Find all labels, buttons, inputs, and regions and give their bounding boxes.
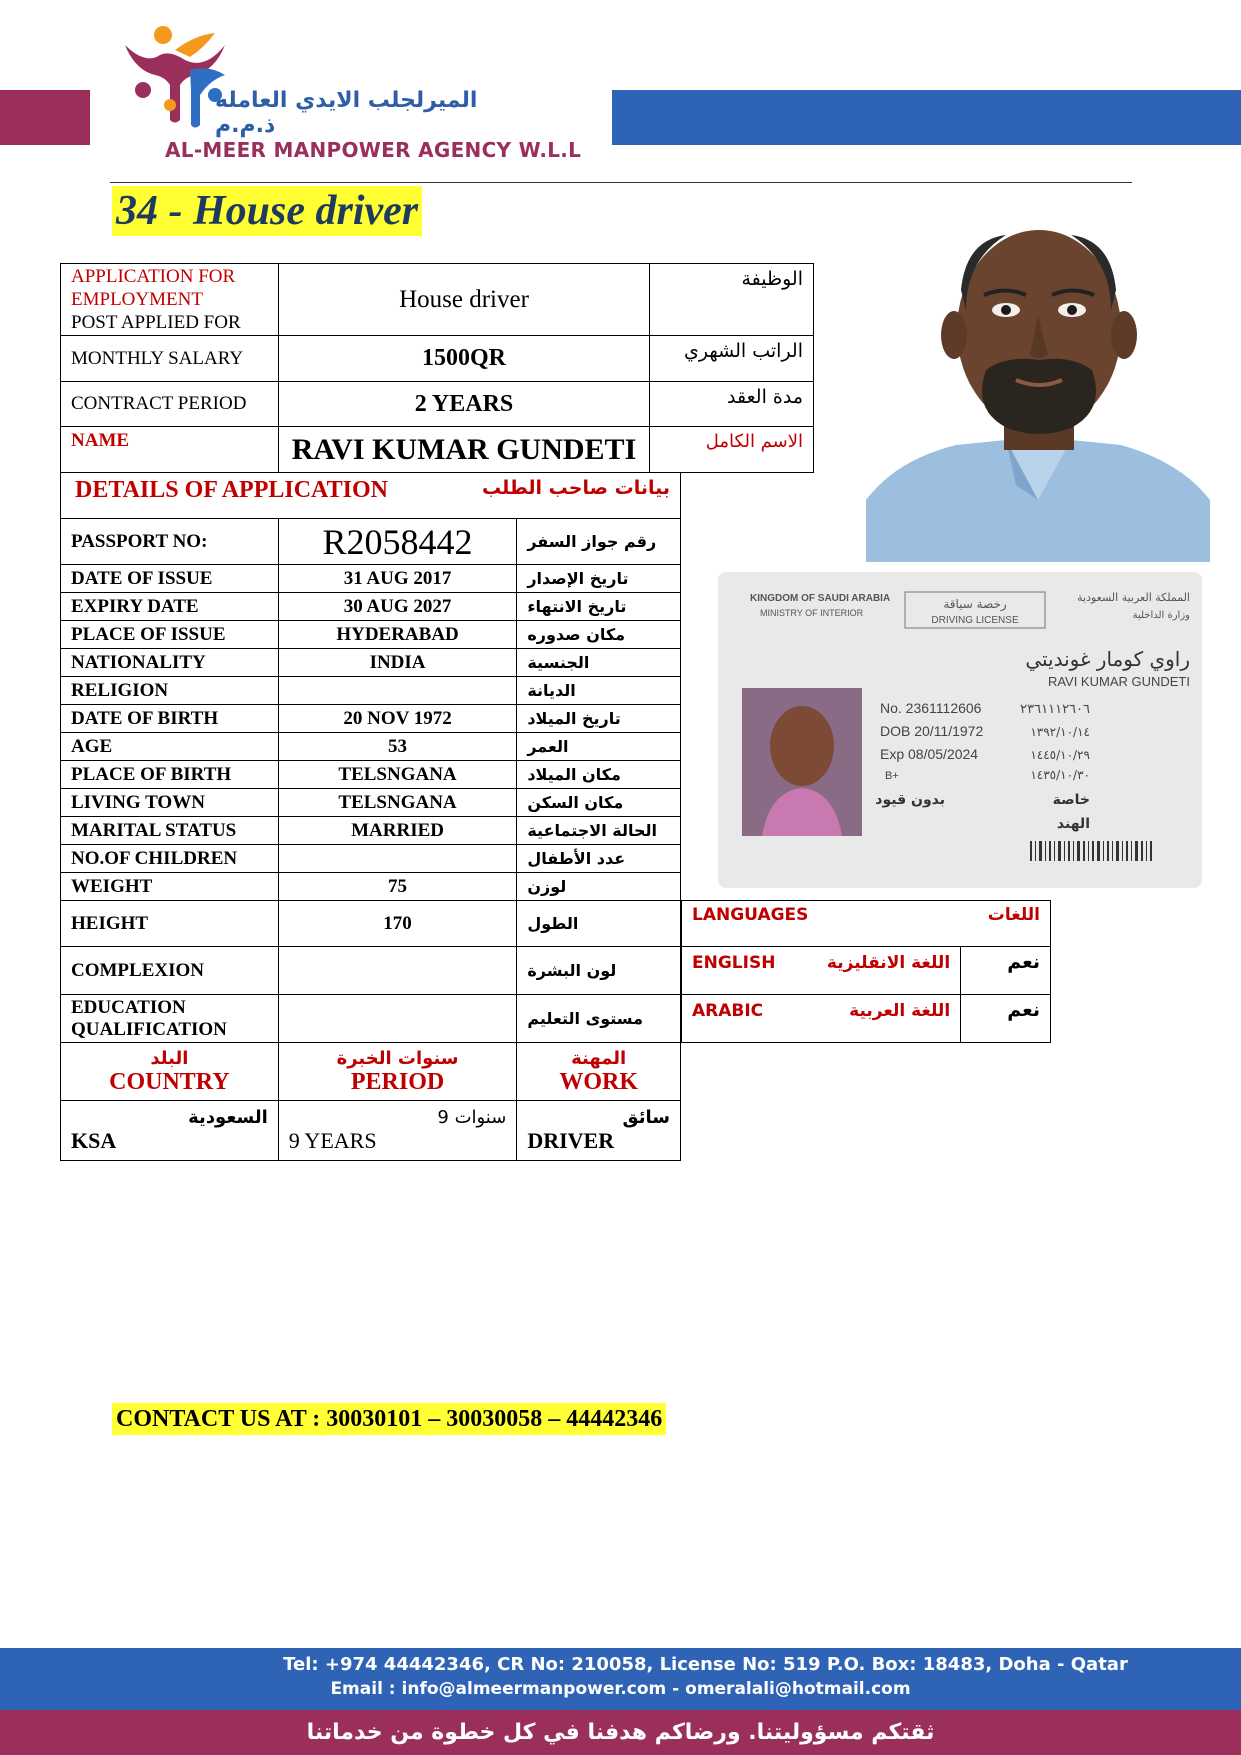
job-table	[60, 263, 814, 473]
work-header-english: WORK	[559, 1068, 638, 1095]
table-row	[61, 733, 681, 761]
row-label-arabic: العمر	[517, 733, 681, 761]
license-nationality-arabic: الهند	[1056, 816, 1090, 832]
education-label-line-1: EDUCATION	[71, 996, 186, 1018]
table-row	[61, 705, 681, 733]
contract-label-arabic: مدة العقد	[650, 382, 814, 427]
salary-label: MONTHLY SALARY	[61, 336, 279, 382]
language-name-english: ARABIC	[692, 1001, 764, 1021]
table-row	[61, 677, 681, 705]
experience-period	[278, 1101, 517, 1161]
row-label: AGE	[61, 733, 279, 761]
experience-work-english: DRIVER	[527, 1128, 615, 1153]
details-table	[60, 472, 681, 1161]
row-value: 31 AUG 2017	[278, 565, 517, 593]
post-label-line-1: APPLICATION FOR	[71, 266, 236, 287]
table-row	[61, 901, 681, 947]
driving-license-image	[710, 566, 1210, 896]
table-row	[682, 947, 1051, 995]
row-label-arabic: مكان صدوره	[517, 621, 681, 649]
license-ministry: MINISTRY OF INTERIOR	[760, 608, 864, 618]
row-label: NO.OF CHILDREN	[61, 845, 279, 873]
row-label-arabic: لون البشرة	[517, 947, 681, 995]
license-number: No. 2361112606	[880, 700, 982, 716]
license-blood-group: B+	[885, 770, 899, 782]
table-row	[61, 621, 681, 649]
license-number-arabic: ٢٣٦١١١٢٦٠٦	[1020, 702, 1090, 717]
languages-heading-english: LANGUAGES	[692, 905, 809, 925]
table-row	[61, 427, 814, 473]
row-value: INDIA	[278, 649, 517, 677]
table-row	[61, 264, 814, 336]
passport-label-arabic: رقم جواز السفر	[517, 519, 681, 565]
name-value: RAVI KUMAR GUNDETI	[278, 427, 649, 473]
row-value	[278, 947, 517, 995]
table-row	[61, 947, 681, 995]
languages-table	[681, 900, 1051, 1043]
row-label-arabic: تاريخ الميلاد	[517, 705, 681, 733]
row-label-arabic: عدد الأطفال	[517, 845, 681, 873]
language-english-value: نعم	[961, 947, 1051, 995]
row-label-arabic: الطول	[517, 901, 681, 947]
experience-work	[517, 1101, 681, 1161]
table-row	[61, 845, 681, 873]
table-row	[61, 1043, 681, 1101]
education-label	[61, 995, 279, 1043]
license-country-arabic: المملكة العربية السعودية	[1077, 591, 1190, 604]
contact-line: CONTACT US AT : 30030101 – 30030058 – 44442346	[112, 1403, 666, 1435]
table-row	[61, 789, 681, 817]
table-row	[61, 649, 681, 677]
row-value: TELSNGANA	[278, 789, 517, 817]
row-value: 20 NOV 1972	[278, 705, 517, 733]
name-label-arabic: الاسم الكامل	[650, 427, 814, 473]
country-header	[61, 1043, 279, 1101]
license-class-arabic: خاصة	[1052, 792, 1090, 808]
education-value	[278, 995, 517, 1043]
row-label-arabic: الديانة	[517, 677, 681, 705]
languages-heading	[682, 901, 1051, 947]
experience-country-arabic: السعودية	[188, 1107, 268, 1128]
license-name-arabic: راوي كومار غونديتي	[1025, 647, 1190, 671]
table-row	[61, 593, 681, 621]
post-label-line-3: POST APPLIED FOR	[71, 312, 241, 333]
row-label-arabic: الحالة الاجتماعية	[517, 817, 681, 845]
header-left-bar	[0, 90, 90, 145]
row-label: RELIGION	[61, 677, 279, 705]
languages-heading-arabic: اللغات	[987, 905, 1040, 925]
contract-label: CONTRACT PERIOD	[61, 382, 279, 427]
work-header	[517, 1043, 681, 1101]
row-label: HEIGHT	[61, 901, 279, 947]
row-value: 53	[278, 733, 517, 761]
row-label: PLACE OF ISSUE	[61, 621, 279, 649]
row-label: WEIGHT	[61, 873, 279, 901]
experience-country-english: KSA	[71, 1128, 117, 1153]
details-heading	[61, 473, 681, 519]
row-value: HYDERABAD	[278, 621, 517, 649]
row-value: MARRIED	[278, 817, 517, 845]
experience-country	[61, 1101, 279, 1161]
experience-period-arabic: 9 سنوات	[437, 1107, 507, 1128]
table-row	[61, 1101, 681, 1161]
language-english	[682, 947, 961, 995]
company-name-arabic: الميرلجلب الايدي العامله ذ.م.م	[215, 88, 478, 138]
language-name-arabic: اللغة الانقليزية	[826, 953, 951, 973]
row-label: PLACE OF BIRTH	[61, 761, 279, 789]
license-expiry-arabic: ١٤٤٥/١٠/٢٩	[1030, 748, 1090, 762]
footer-slogan: ثقتكم مسؤوليتنا. ورضاكم هدفنا في كل خطوة من خدماتنا	[0, 1710, 1241, 1755]
footer-address: Tel: +974 44442346, CR No: 210058, License No: 519 P.O. Box: 18483, Doha - Qatar	[283, 1654, 1128, 1675]
row-label-arabic: الجنسية	[517, 649, 681, 677]
row-value: 170	[278, 901, 517, 947]
header-right-bar	[612, 90, 1241, 145]
table-row	[682, 995, 1051, 1043]
education-label-line-2: QUALIFICATION	[71, 1018, 227, 1040]
passport-label: PASSPORT NO:	[61, 519, 279, 565]
table-row	[61, 995, 681, 1043]
salary-value: 1500QR	[278, 336, 649, 382]
row-value: 30 AUG 2027	[278, 593, 517, 621]
row-value	[278, 677, 517, 705]
language-name-arabic: اللغة العربية	[849, 1001, 951, 1021]
table-row	[61, 382, 814, 427]
education-label-arabic: مستوى التعليم	[517, 995, 681, 1043]
table-row	[61, 336, 814, 382]
license-type: DRIVING LICENSE	[931, 615, 1019, 626]
row-label: NATIONALITY	[61, 649, 279, 677]
license-type-arabic: رخصة سياقة	[943, 597, 1007, 611]
row-label-arabic: مكان السكن	[517, 789, 681, 817]
row-label: COMPLEXION	[61, 947, 279, 995]
row-label: DATE OF BIRTH	[61, 705, 279, 733]
row-label: LIVING TOWN	[61, 789, 279, 817]
contract-value: 2 YEARS	[278, 382, 649, 427]
table-row	[61, 873, 681, 901]
row-value: 75	[278, 873, 517, 901]
table-row	[61, 817, 681, 845]
license-dob: DOB 20/11/1972	[880, 723, 984, 739]
company-name-english: AL-MEER MANPOWER AGENCY W.L.L	[165, 138, 582, 162]
passport-value: R2058442	[278, 519, 517, 565]
row-value	[278, 845, 517, 873]
license-dob-arabic: ١٣٩٢/١٠/١٤	[1030, 725, 1090, 739]
license-issue-arabic: ١٤٣٥/١٠/٣٠	[1030, 768, 1090, 782]
country-header-arabic: البلد	[150, 1047, 189, 1069]
experience-work-arabic: سائق	[622, 1107, 670, 1128]
table-row	[61, 519, 681, 565]
table-row	[682, 901, 1051, 947]
period-header-english: PERIOD	[350, 1068, 445, 1095]
details-heading-english: DETAILS OF APPLICATION	[75, 477, 388, 503]
row-label-arabic: تاريخ الانتهاء	[517, 593, 681, 621]
row-label: MARITAL STATUS	[61, 817, 279, 845]
period-header	[278, 1043, 517, 1101]
row-label: DATE OF ISSUE	[61, 565, 279, 593]
table-row	[61, 473, 681, 519]
table-row	[61, 761, 681, 789]
row-label: EXPIRY DATE	[61, 593, 279, 621]
license-name: RAVI KUMAR GUNDETI	[1047, 674, 1190, 689]
post-label-line-2: EMPLOYMENT	[71, 289, 203, 310]
table-row	[61, 565, 681, 593]
row-label-arabic: تاريخ الإصدار	[517, 565, 681, 593]
footer-contact-bar	[0, 1648, 1241, 1710]
page-title: 34 - House driver	[112, 186, 422, 236]
header-divider	[110, 182, 1132, 183]
language-name-english: ENGLISH	[692, 953, 776, 973]
work-header-arabic: المهنة	[571, 1047, 627, 1069]
license-ministry-arabic: وزارة الداخلية	[1132, 610, 1190, 621]
license-restrictions-arabic: بدون قيود	[875, 792, 945, 808]
row-label-arabic: مكان الميلاد	[517, 761, 681, 789]
candidate-photo	[866, 200, 1210, 562]
post-label-arabic: الوظيفة	[650, 264, 814, 336]
post-label	[61, 264, 279, 336]
language-arabic	[682, 995, 961, 1043]
row-label-arabic: لوزن	[517, 873, 681, 901]
experience-period-english: 9 YEARS	[288, 1128, 377, 1153]
language-arabic-value: نعم	[961, 995, 1051, 1043]
details-heading-arabic: بيانات صاحب الطلب	[482, 477, 670, 499]
license-country: KINGDOM OF SAUDI ARABIA	[750, 593, 891, 604]
salary-label-arabic: الراتب الشهري	[650, 336, 814, 382]
post-value: House driver	[278, 264, 649, 336]
footer-email: Email : info@almeermanpower.com - omeralali@hotmail.com	[330, 1679, 911, 1699]
row-value: TELSNGANA	[278, 761, 517, 789]
license-expiry: Exp 08/05/2024	[880, 746, 979, 762]
name-label: NAME	[61, 427, 279, 473]
country-header-english: COUNTRY	[109, 1068, 230, 1095]
period-header-arabic: سنوات الخبرة	[336, 1047, 459, 1069]
